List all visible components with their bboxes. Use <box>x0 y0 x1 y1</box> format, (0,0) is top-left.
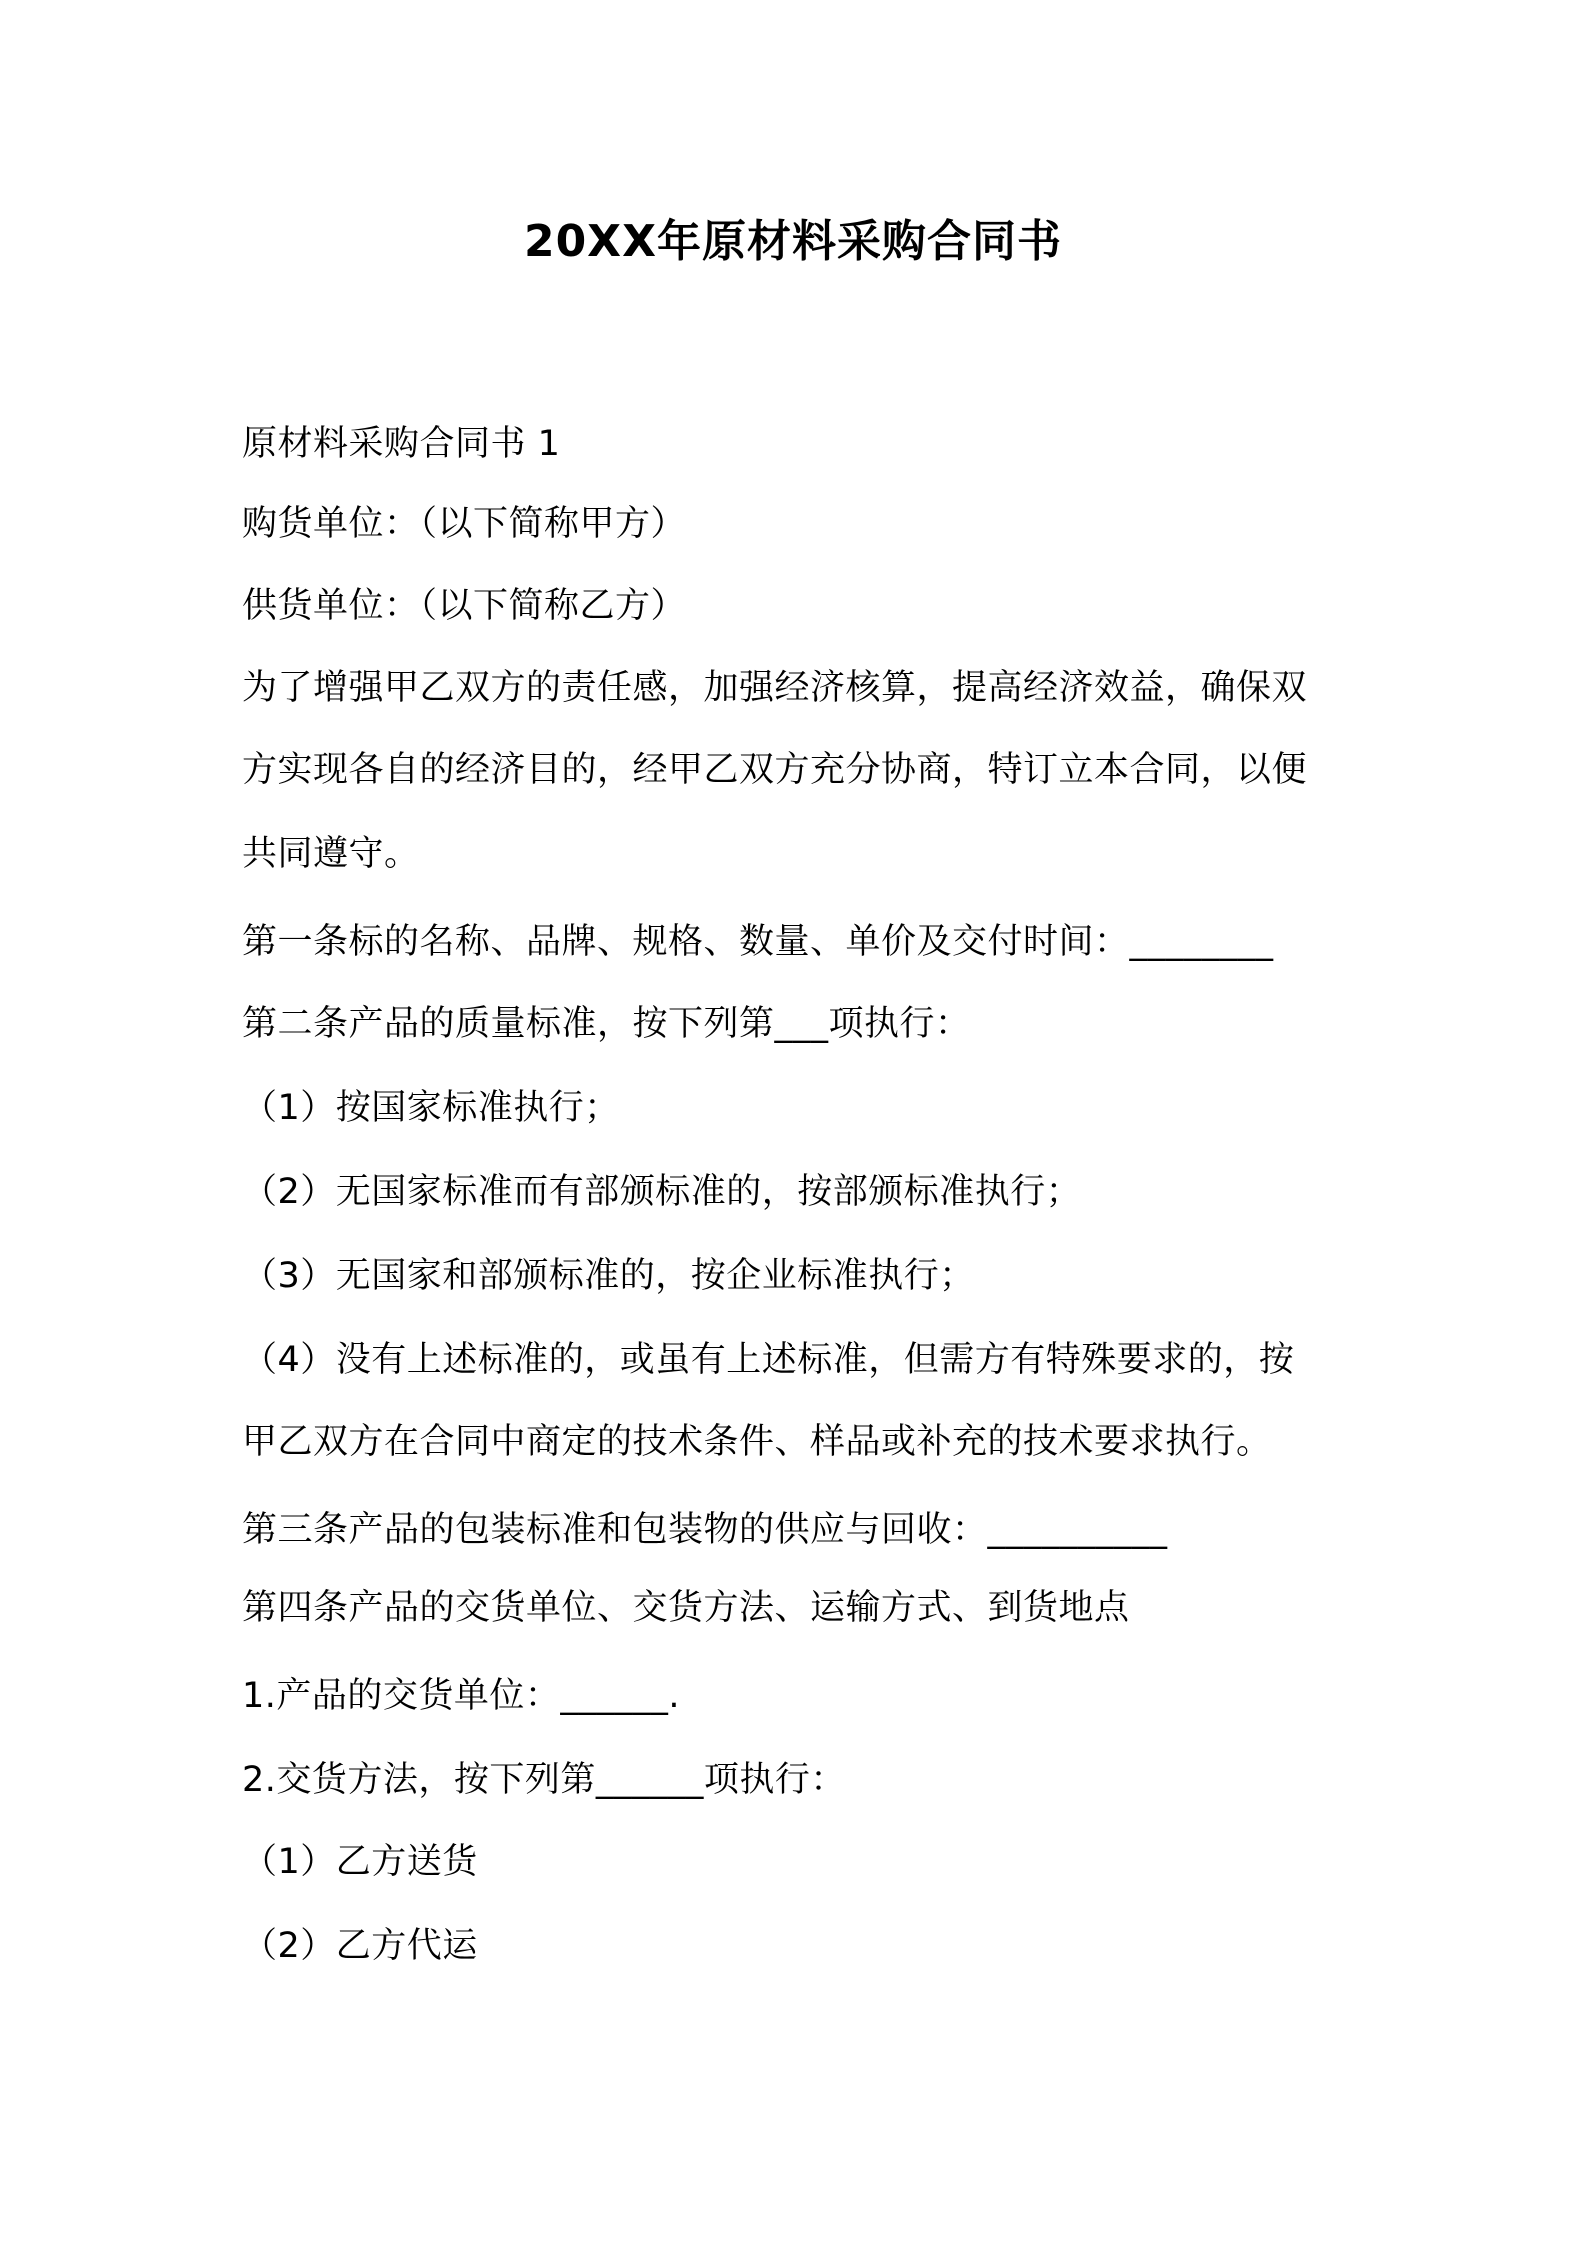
article-2-item-1: （1）按国家标准执行； <box>242 1088 620 1128</box>
delivery-option-2: （2）乙方代运 <box>242 1926 478 1966</box>
delivery-option-1: （1）乙方送货 <box>242 1842 478 1882</box>
article-2-item-3: （3）无国家和部颁标准的，按企业标准执行； <box>242 1256 975 1296</box>
article-3: 第三条产品的包装标准和包装物的供应与回收：__________ <box>242 1510 1168 1550</box>
article-2-item-4: （4）没有上述标准的，或虽有上述标准，但需方有特殊要求的，按 <box>242 1340 1295 1380</box>
article-2: 第二条产品的质量标准，按下列第___项执行： <box>242 1004 971 1044</box>
preamble-line-3: 共同遵守。 <box>242 834 420 874</box>
preamble-line-2: 方实现各自的经济目的，经甲乙双方充分协商，特订立本合同，以便 <box>242 750 1308 790</box>
document-title: 20XX年原材料采购合同书 <box>523 216 1063 267</box>
article-2-item-2: （2）无国家标准而有部颁标准的，按部颁标准执行； <box>242 1172 1082 1212</box>
preamble-line-1: 为了增强甲乙双方的责任感，加强经济核算，提高经济效益，确保双 <box>242 668 1308 708</box>
article-4: 第四条产品的交货单位、交货方法、运输方式、到货地点 <box>242 1588 1130 1628</box>
contract-subtitle: 原材料采购合同书 1 <box>242 424 561 464</box>
buyer-line: 购货单位：（以下简称甲方） <box>242 504 687 544</box>
article-4-delivery-unit: 1.产品的交货单位：______. <box>242 1676 681 1716</box>
article-2-item-4-cont: 甲乙双方在合同中商定的技术条件、样品或补充的技术要求执行。 <box>242 1422 1272 1462</box>
supplier-line: 供货单位：（以下简称乙方） <box>242 586 687 626</box>
article-4-delivery-method: 2.交货方法，按下列第______项执行： <box>242 1760 846 1800</box>
article-1: 第一条标的名称、品牌、规格、数量、单价及交付时间：________ <box>242 922 1274 962</box>
